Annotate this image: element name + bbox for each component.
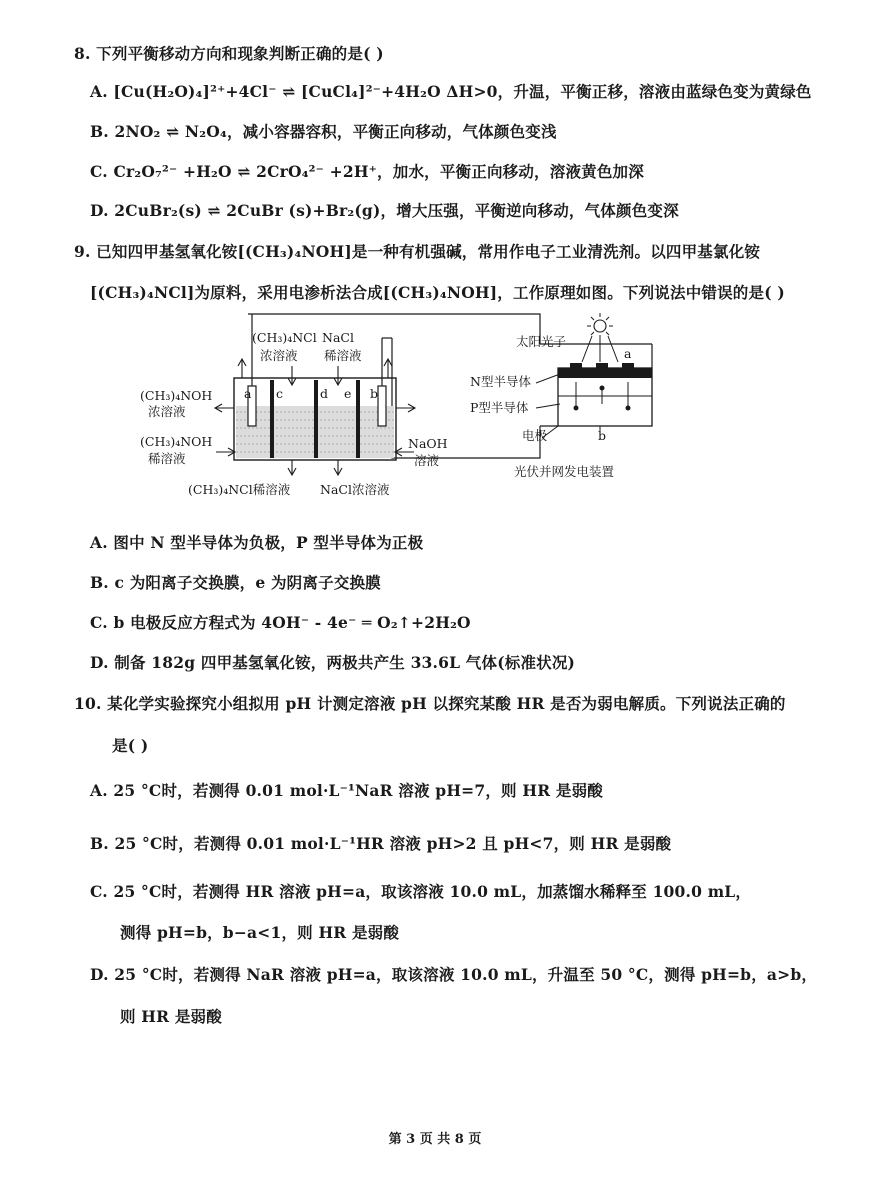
page-footer: 第 3 页 共 8 页 xyxy=(388,1132,482,1147)
membrane-c xyxy=(270,380,274,458)
question-8-stem: 8. 下列平衡移动方向和现象判断正确的是( ) xyxy=(74,44,384,63)
electrodialysis-diagram xyxy=(130,308,690,503)
q8-option-b: B. 2NO₂ ⇌ N₂O₄，减小容器容积，平衡正向移动，气体颜色变浅 xyxy=(90,122,557,141)
pv-caption: 光伏并网发电装置 xyxy=(514,464,615,479)
left-in-label1: (CH₃)₄NOH xyxy=(140,434,213,449)
left-out-label1: (CH₃)₄NOH xyxy=(140,388,213,403)
label-c: c xyxy=(276,386,284,401)
pv-label-b: b xyxy=(598,428,607,443)
q8-option-d: D. 2CuBr₂(s) ⇌ 2CuBr (s)+Br₂(g)，增大压强，平衡逆向移动，气体颜色变深 xyxy=(90,201,679,220)
label-a: a xyxy=(244,386,252,401)
q10-option-a: A. 25 °C时，若测得 0.01 mol·L⁻¹NaR 溶液 pH=7，则 HR 是弱酸 xyxy=(90,781,603,800)
question-10-stem-line1: 10. 某化学实验探究小组拟用 pH 计测定溶液 pH 以探究某酸 HR 是否为弱电解质。下列说法正确的 xyxy=(74,694,786,713)
q10-option-d-line2: 则 HR 是弱酸 xyxy=(120,1007,222,1026)
left-out-label2: 浓溶液 xyxy=(148,404,186,419)
label-b: b xyxy=(370,386,379,401)
q8-option-c: C. Cr₂O₇²⁻ +H₂O ⇌ 2CrO₄²⁻ +2H⁺，加水，平衡正向移动，溶液黄色加深 xyxy=(90,162,644,181)
q10-option-c-line1: C. 25 °C时，若测得 HR 溶液 pH=a，取该溶液 10.0 mL，加蒸馏水稀释至 100.0 mL， xyxy=(90,882,752,901)
q10-option-b: B. 25 °C时，若测得 0.01 mol·L⁻¹HR 溶液 pH>2 且 pH<7，则 HR 是弱酸 xyxy=(90,834,672,853)
electrode-b xyxy=(378,386,386,426)
n-semiconductor-label: N型半导体 xyxy=(470,374,531,389)
electrode-label: 电极 xyxy=(522,428,548,443)
q9-option-b: B. c 为阳离子交换膜，e 为阴离子交换膜 xyxy=(90,573,381,592)
top-mid-label2: 稀溶液 xyxy=(324,348,362,363)
q9-option-a: A. 图中 N 型半导体为负极，P 型半导体为正极 xyxy=(90,533,424,552)
label-e: e xyxy=(344,386,352,401)
bottom-left-label: (CH₃)₄NCl稀溶液 xyxy=(188,482,291,497)
membrane-d xyxy=(314,380,318,458)
question-10-stem-line2: 是( ) xyxy=(112,736,149,755)
q9-option-d: D. 制备 182g 四甲基氢氧化铵，两极共产生 33.6L 气体(标准状况) xyxy=(90,653,576,672)
left-in-label2: 稀溶液 xyxy=(148,451,186,466)
pv-label-a: a xyxy=(624,346,632,361)
q8-option-a: A. [Cu(H₂O)₄]²⁺+4Cl⁻ ⇌ [CuCl₄]²⁻+4H₂O ΔH>0，升温，平衡正移，溶液由蓝绿色变为黄绿色 xyxy=(90,82,812,101)
q10-option-c-line2: 测得 pH=b，b−a<1，则 HR 是弱酸 xyxy=(120,923,400,942)
membrane-e xyxy=(356,380,360,458)
right-in-label2: 溶液 xyxy=(414,453,440,468)
p-semiconductor-label: P型半导体 xyxy=(470,400,529,415)
q10-option-d-line1: D. 25 °C时，若测得 NaR 溶液 pH=a，取该溶液 10.0 mL，升温至 50 °C，测得 pH=b，a>b， xyxy=(90,965,818,984)
sun-label: 太阳光子 xyxy=(516,334,567,349)
question-9-stem-line2: [(CH₃)₄NCl]为原料，采用电渗析法合成[(CH₃)₄NOH]，工作原理如图。下列说法中错误的是( ) xyxy=(90,283,785,302)
top-mid-label: NaCl xyxy=(322,330,354,345)
question-9-stem-line1: 9. 已知四甲基氢氧化铵[(CH₃)₄NOH]是一种有机强碱，常用作电子工业清洗剂。以四甲基氯化铵 xyxy=(74,242,761,261)
label-d: d xyxy=(320,386,329,401)
n-layer xyxy=(558,368,652,378)
q9-option-c: C. b 电极反应方程式为 4OH⁻ - 4e⁻ ═ O₂↑+2H₂O xyxy=(90,613,471,632)
right-in-label1: NaOH xyxy=(408,436,448,451)
top-left-label: (CH₃)₄NCl xyxy=(252,330,317,345)
top-left-label2: 浓溶液 xyxy=(260,348,298,363)
sun-icon xyxy=(582,313,618,362)
bottom-right-label: NaCl浓溶液 xyxy=(320,482,390,497)
